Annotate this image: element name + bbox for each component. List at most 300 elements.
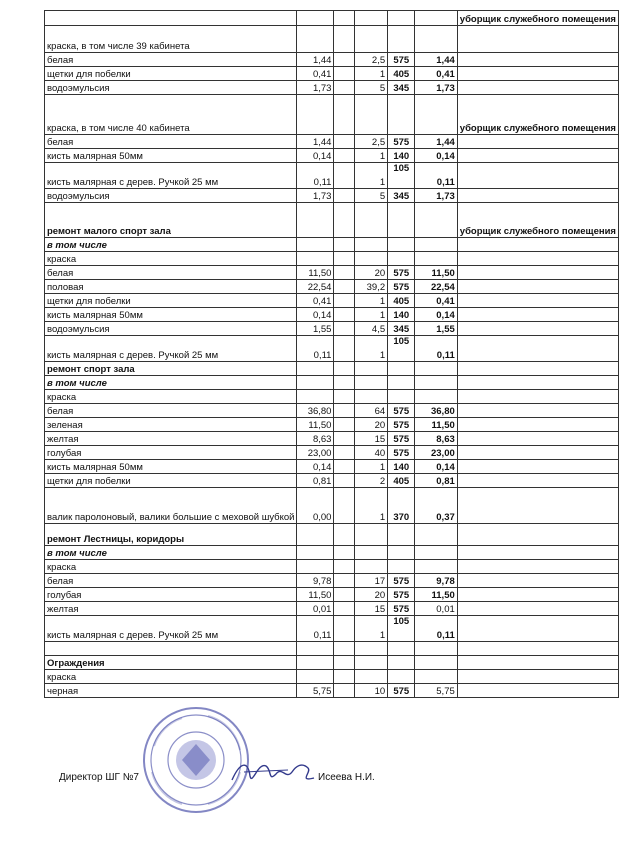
cell-f: [457, 81, 618, 95]
cell-a: 1,44: [297, 135, 334, 149]
cell-name: белая: [45, 266, 297, 280]
cell-b: [334, 81, 354, 95]
table-row: [45, 616, 619, 642]
table-row: [45, 67, 619, 81]
cell-d: [388, 656, 415, 670]
table-row: [45, 11, 619, 26]
table-row: [45, 26, 619, 53]
table-row: [45, 546, 619, 560]
cell-f: [457, 238, 618, 252]
cell-c: [354, 670, 387, 684]
cell-a: [297, 546, 334, 560]
cell-name: кисть малярная 50мм: [45, 460, 297, 474]
cell-e: 11,50: [415, 266, 457, 280]
cell-a: 36,80: [297, 404, 334, 418]
cell-d: 345: [388, 322, 415, 336]
cell-name: краска, в том числе 40 кабинета: [45, 95, 297, 135]
cell-b: [334, 11, 354, 26]
cell-b: [334, 656, 354, 670]
cell-a: 0,81: [297, 474, 334, 488]
table-row: [45, 163, 619, 189]
cell-e: 1,44: [415, 135, 457, 149]
cell-d: 575: [388, 280, 415, 294]
cell-c: 20: [354, 588, 387, 602]
cell-a: [297, 670, 334, 684]
table-row: [45, 376, 619, 390]
cell-d: [388, 252, 415, 266]
cell-b: [334, 362, 354, 376]
cell-c: [354, 203, 387, 238]
table-row: [45, 308, 619, 322]
cell-c: 40: [354, 446, 387, 460]
cell-name: Ограждения: [45, 656, 297, 670]
cell-d: [388, 390, 415, 404]
cell-c: 1: [354, 488, 387, 524]
cell-a: 1,73: [297, 81, 334, 95]
cell-b: [334, 203, 354, 238]
cell-d: 140: [388, 149, 415, 163]
cell-d: [388, 26, 415, 53]
cell-b: [334, 474, 354, 488]
table-row: [45, 252, 619, 266]
cell-f: [457, 488, 618, 524]
cell-name: кисть малярная 50мм: [45, 149, 297, 163]
cell-e: [415, 26, 457, 53]
cell-d: 575: [388, 404, 415, 418]
cell-name: водоэмульсия: [45, 189, 297, 203]
cell-name: щетки для побелки: [45, 67, 297, 81]
cell-a: 1,55: [297, 322, 334, 336]
table-row: [45, 149, 619, 163]
cell-c: 5: [354, 189, 387, 203]
cell-b: [334, 560, 354, 574]
cell-f: [457, 294, 618, 308]
cell-f: [457, 135, 618, 149]
cell-d: [388, 362, 415, 376]
cell-d: 575: [388, 602, 415, 616]
cell-f: [457, 149, 618, 163]
table-row: [45, 189, 619, 203]
cell-b: [334, 432, 354, 446]
cell-d: [388, 203, 415, 238]
cell-d: 575: [388, 418, 415, 432]
cell-a: 11,50: [297, 418, 334, 432]
cell-f: [457, 404, 618, 418]
cell-d: 575: [388, 53, 415, 67]
cell-b: [334, 294, 354, 308]
cell-e: 0,41: [415, 294, 457, 308]
cell-c: [354, 376, 387, 390]
cell-a: 11,50: [297, 266, 334, 280]
table-row: [45, 362, 619, 376]
cell-d: 575: [388, 446, 415, 460]
cell-b: [334, 280, 354, 294]
cell-e: [415, 656, 457, 670]
cell-d: 575: [388, 135, 415, 149]
cell-e: [415, 95, 457, 135]
cell-name: щетки для побелки: [45, 294, 297, 308]
cell-a: [297, 376, 334, 390]
cell-b: [334, 390, 354, 404]
cell-f: [457, 524, 618, 546]
table-row: [45, 460, 619, 474]
handwritten-signature: [228, 752, 318, 792]
cell-a: 9,78: [297, 574, 334, 588]
table-row: [45, 53, 619, 67]
cell-b: [334, 163, 354, 189]
cell-a: 0,11: [297, 163, 334, 189]
cell-f: [457, 670, 618, 684]
cell-e: 1,55: [415, 322, 457, 336]
cell-name: в том числе: [45, 376, 297, 390]
cell-e: 9,78: [415, 574, 457, 588]
cell-name: водоэмульсия: [45, 81, 297, 95]
director-name: Исеева Н.И.: [318, 772, 375, 783]
table-row: [45, 135, 619, 149]
cell-c: [354, 390, 387, 404]
cell-b: [334, 670, 354, 684]
cell-a: [297, 642, 334, 656]
table-row: [45, 280, 619, 294]
cell-f: [457, 252, 618, 266]
cell-d: [388, 642, 415, 656]
cell-c: 20: [354, 266, 387, 280]
cell-name: кисть малярная с дерев. Ручкой 25 мм: [45, 616, 297, 642]
table-row: [45, 488, 619, 524]
cell-b: [334, 616, 354, 642]
cell-name: кисть малярная 50мм: [45, 308, 297, 322]
table-row: [45, 404, 619, 418]
cell-name: краска: [45, 670, 297, 684]
cell-f: [457, 390, 618, 404]
cell-e: [415, 11, 457, 26]
cell-b: [334, 524, 354, 546]
cell-name: [45, 11, 297, 26]
cell-name: зеленая: [45, 418, 297, 432]
cell-c: 17: [354, 574, 387, 588]
cell-f: [457, 588, 618, 602]
cell-e: 23,00: [415, 446, 457, 460]
cell-e: 0,14: [415, 308, 457, 322]
cell-e: [415, 524, 457, 546]
cell-c: 1: [354, 163, 387, 189]
cell-c: [354, 642, 387, 656]
cell-c: 15: [354, 432, 387, 446]
cell-name: [45, 642, 297, 656]
cell-d: 370: [388, 488, 415, 524]
cell-d: 575: [388, 574, 415, 588]
cell-e: [415, 362, 457, 376]
cell-f: [457, 26, 618, 53]
cell-name: голубая: [45, 446, 297, 460]
cell-a: 0,41: [297, 294, 334, 308]
materials-table: [44, 10, 619, 698]
cell-a: 0,01: [297, 602, 334, 616]
cell-name: желтая: [45, 432, 297, 446]
cell-f: [457, 376, 618, 390]
cell-e: [415, 376, 457, 390]
cell-f: [457, 308, 618, 322]
cell-d: 105: [388, 616, 415, 642]
cell-e: [415, 546, 457, 560]
cell-b: [334, 95, 354, 135]
cell-b: [334, 642, 354, 656]
cell-d: 140: [388, 460, 415, 474]
cell-e: 36,80: [415, 404, 457, 418]
cell-c: 10: [354, 684, 387, 698]
cell-d: [388, 238, 415, 252]
cell-a: 23,00: [297, 446, 334, 460]
cell-c: [354, 95, 387, 135]
cell-name: кисть малярная с дерев. Ручкой 25 мм: [45, 336, 297, 362]
cell-e: 0,81: [415, 474, 457, 488]
cell-name: краска, в том числе 39 кабинета: [45, 26, 297, 53]
cell-e: 0,41: [415, 67, 457, 81]
cell-c: 1: [354, 149, 387, 163]
cell-e: 1,73: [415, 81, 457, 95]
cell-d: [388, 11, 415, 26]
cell-e: 8,63: [415, 432, 457, 446]
cell-a: 0,41: [297, 67, 334, 81]
cell-a: 1,73: [297, 189, 334, 203]
cell-name: валик паролоновый, валики большие с меховой шубкой: [45, 488, 297, 524]
table-row: [45, 294, 619, 308]
cell-name: ремонт малого спорт зала: [45, 203, 297, 238]
cell-e: 11,50: [415, 588, 457, 602]
cell-b: [334, 684, 354, 698]
cell-f: уборщик служебного помещения: [457, 95, 618, 135]
table-row: [45, 670, 619, 684]
table-row: [45, 560, 619, 574]
table-row: [45, 574, 619, 588]
cell-f: [457, 67, 618, 81]
cell-f: уборщик служебного помещения: [457, 11, 618, 26]
cell-c: 1: [354, 460, 387, 474]
table-row: [45, 684, 619, 698]
cell-f: [457, 656, 618, 670]
cell-name: черная: [45, 684, 297, 698]
table-row: [45, 474, 619, 488]
cell-e: [415, 238, 457, 252]
cell-c: [354, 11, 387, 26]
cell-name: желтая: [45, 602, 297, 616]
cell-c: 1: [354, 294, 387, 308]
cell-d: 105: [388, 336, 415, 362]
table-row: [45, 322, 619, 336]
cell-e: 1,73: [415, 189, 457, 203]
cell-c: 5: [354, 81, 387, 95]
table-row: [45, 588, 619, 602]
cell-e: 0,01: [415, 602, 457, 616]
table-row: [45, 238, 619, 252]
cell-e: 0,11: [415, 616, 457, 642]
cell-c: 2,5: [354, 135, 387, 149]
cell-c: 1: [354, 616, 387, 642]
cell-f: [457, 642, 618, 656]
cell-d: [388, 670, 415, 684]
table-row: [45, 203, 619, 238]
cell-b: [334, 308, 354, 322]
cell-f: [457, 432, 618, 446]
cell-d: [388, 546, 415, 560]
cell-name: в том числе: [45, 546, 297, 560]
cell-b: [334, 404, 354, 418]
cell-d: 105: [388, 163, 415, 189]
cell-f: [457, 446, 618, 460]
cell-f: [457, 684, 618, 698]
cell-a: 11,50: [297, 588, 334, 602]
cell-c: 1: [354, 308, 387, 322]
cell-e: 22,54: [415, 280, 457, 294]
cell-b: [334, 252, 354, 266]
cell-b: [334, 238, 354, 252]
cell-f: [457, 280, 618, 294]
cell-a: 8,63: [297, 432, 334, 446]
table-row: [45, 81, 619, 95]
cell-b: [334, 574, 354, 588]
cell-f: [457, 163, 618, 189]
cell-c: 39,2: [354, 280, 387, 294]
cell-f: [457, 460, 618, 474]
director-title: Директор ШГ №7: [59, 772, 139, 783]
cell-d: 405: [388, 67, 415, 81]
cell-c: 2,5: [354, 53, 387, 67]
cell-name: белая: [45, 404, 297, 418]
cell-c: [354, 252, 387, 266]
cell-e: 0,11: [415, 163, 457, 189]
cell-b: [334, 322, 354, 336]
cell-b: [334, 135, 354, 149]
cell-e: 5,75: [415, 684, 457, 698]
cell-f: [457, 336, 618, 362]
cell-f: [457, 266, 618, 280]
cell-a: [297, 524, 334, 546]
table-row: [45, 95, 619, 135]
table-row: [45, 390, 619, 404]
table-row: [45, 446, 619, 460]
cell-c: 15: [354, 602, 387, 616]
cell-name: щетки для побелки: [45, 474, 297, 488]
cell-b: [334, 488, 354, 524]
cell-c: 4,5: [354, 322, 387, 336]
cell-a: 0,00: [297, 488, 334, 524]
cell-a: [297, 238, 334, 252]
cell-c: [354, 238, 387, 252]
cell-name: половая: [45, 280, 297, 294]
cell-b: [334, 149, 354, 163]
cell-c: 64: [354, 404, 387, 418]
cell-d: [388, 95, 415, 135]
cell-name: краска: [45, 390, 297, 404]
cell-name: ремонт спорт зала: [45, 362, 297, 376]
cell-f: [457, 362, 618, 376]
cell-e: [415, 252, 457, 266]
cell-name: кисть малярная с дерев. Ручкой 25 мм: [45, 163, 297, 189]
cell-name: ремонт Лестницы, коридоры: [45, 524, 297, 546]
cell-a: 0,11: [297, 336, 334, 362]
cell-a: 22,54: [297, 280, 334, 294]
cell-b: [334, 546, 354, 560]
cell-f: [457, 189, 618, 203]
cell-c: [354, 362, 387, 376]
cell-name: белая: [45, 53, 297, 67]
cell-d: 575: [388, 266, 415, 280]
cell-a: [297, 362, 334, 376]
cell-b: [334, 67, 354, 81]
cell-b: [334, 446, 354, 460]
cell-c: [354, 26, 387, 53]
table-row: [45, 602, 619, 616]
cell-b: [334, 376, 354, 390]
cell-d: 345: [388, 189, 415, 203]
cell-f: уборщик служебного помещения: [457, 203, 618, 238]
cell-f: [457, 560, 618, 574]
cell-d: 405: [388, 294, 415, 308]
cell-e: 0,37: [415, 488, 457, 524]
cell-a: 0,14: [297, 149, 334, 163]
cell-d: 575: [388, 588, 415, 602]
cell-a: [297, 656, 334, 670]
cell-d: [388, 560, 415, 574]
cell-e: [415, 390, 457, 404]
cell-f: [457, 616, 618, 642]
cell-b: [334, 418, 354, 432]
table-row: [45, 432, 619, 446]
cell-f: [457, 53, 618, 67]
cell-e: 11,50: [415, 418, 457, 432]
cell-e: 0,14: [415, 460, 457, 474]
table-row: [45, 336, 619, 362]
cell-e: 1,44: [415, 53, 457, 67]
cell-a: [297, 95, 334, 135]
cell-a: [297, 560, 334, 574]
cell-c: 1: [354, 67, 387, 81]
cell-d: 345: [388, 81, 415, 95]
cell-f: [457, 602, 618, 616]
cell-d: 405: [388, 474, 415, 488]
cell-d: [388, 524, 415, 546]
cell-a: 5,75: [297, 684, 334, 698]
cell-name: краска: [45, 560, 297, 574]
table-row: [45, 656, 619, 670]
cell-b: [334, 602, 354, 616]
cell-f: [457, 574, 618, 588]
table-row: [45, 642, 619, 656]
cell-name: белая: [45, 574, 297, 588]
table-row: [45, 266, 619, 280]
cell-name: водоэмульсия: [45, 322, 297, 336]
cell-e: [415, 203, 457, 238]
cell-d: 575: [388, 684, 415, 698]
cell-a: [297, 11, 334, 26]
cell-c: 1: [354, 336, 387, 362]
cell-b: [334, 588, 354, 602]
cell-name: краска: [45, 252, 297, 266]
cell-c: 20: [354, 418, 387, 432]
cell-a: [297, 390, 334, 404]
cell-b: [334, 26, 354, 53]
cell-e: 0,11: [415, 336, 457, 362]
cell-f: [457, 474, 618, 488]
cell-a: 0,14: [297, 460, 334, 474]
cell-a: [297, 26, 334, 53]
cell-a: [297, 252, 334, 266]
cell-a: 0,14: [297, 308, 334, 322]
cell-c: [354, 656, 387, 670]
table-row: [45, 418, 619, 432]
cell-e: [415, 642, 457, 656]
cell-e: [415, 560, 457, 574]
